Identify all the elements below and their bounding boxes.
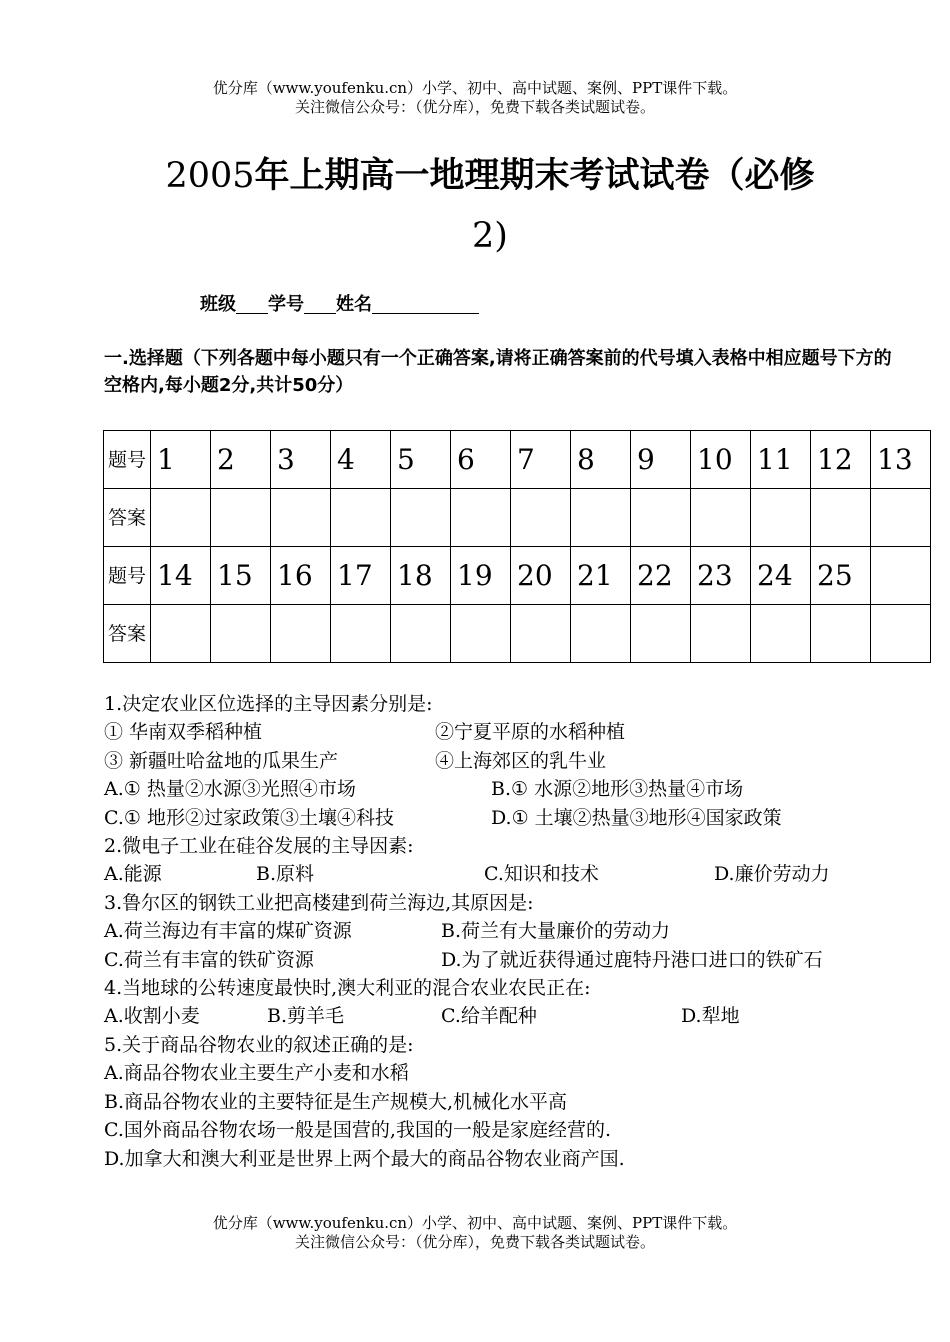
answer-cell[interactable] (571, 489, 631, 547)
question-4-options (104, 1002, 830, 1030)
question-1-items-row-2 (104, 747, 830, 775)
question-number-cell: 13 (871, 431, 931, 489)
question-number-cell: 2 (211, 431, 271, 489)
title-text: 年上期高一地理期末考试试卷（必修 (254, 155, 815, 196)
answer-cell[interactable] (451, 489, 511, 547)
question-number-cell: 10 (691, 431, 751, 489)
question-1-stem: 1.决定农业区位选择的主导因素分别是: (104, 693, 433, 715)
question-2-stem: 2.微电子工业在硅谷发展的主导因素: (104, 835, 414, 858)
header-line-1: 优分库（www.youfenku.cn）小学、初中、高中试题、案例、PPT课件下载。 (212, 79, 738, 97)
question-number-cell: 21 (571, 547, 631, 605)
answer-cell[interactable] (691, 605, 751, 663)
question-3-options-row-1 (104, 917, 830, 945)
q1-item-4: ④上海郊区的乳牛业 (435, 749, 607, 772)
answer-cell[interactable] (331, 489, 391, 547)
answer-cell[interactable] (391, 489, 451, 547)
answer-row-2 (104, 605, 931, 663)
question-number-cell: 15 (211, 547, 271, 605)
answer-cell[interactable] (511, 489, 571, 547)
answer-cell[interactable] (631, 605, 691, 663)
answer-cell[interactable] (331, 605, 391, 663)
answer-cell[interactable] (751, 605, 811, 663)
answer-cell[interactable] (811, 489, 871, 547)
row-label-question: 题号 (104, 431, 151, 489)
q1-option-d: D.① 土壤②热量③地形④国家政策 (491, 806, 782, 829)
page-title (100, 146, 880, 266)
student-id-label: 学号 (268, 294, 304, 315)
question-number-row-1 (104, 431, 931, 489)
title-year: 2005 (165, 156, 255, 196)
q1-item-1: ① 华南双季稻种植 (104, 721, 263, 744)
q1-item-2: ②宁夏平原的水稻种植 (435, 721, 626, 744)
q2-option-d: D.廉价劳动力 (714, 863, 830, 886)
question-number-cell: 8 (571, 431, 631, 489)
question-number-cell: 22 (631, 547, 691, 605)
question-number-cell: 6 (451, 431, 511, 489)
student-id-field[interactable] (304, 293, 336, 314)
question-list (104, 690, 830, 1173)
q3-option-d: D.为了就近获得通过鹿特丹港口进口的铁矿石 (441, 948, 823, 971)
answer-cell[interactable] (211, 605, 271, 663)
question-number-cell: 12 (811, 431, 871, 489)
answer-cell[interactable] (751, 489, 811, 547)
row-label-answer: 答案 (104, 489, 151, 547)
question-number-row-2 (104, 547, 931, 605)
question-number-cell: 9 (631, 431, 691, 489)
question-number-cell (871, 547, 931, 605)
q2-option-a: A.能源 (104, 863, 162, 886)
answer-cell[interactable] (271, 605, 331, 663)
q5-option-a: A.商品谷物农业主要生产小麦和水稻 (104, 1062, 409, 1085)
q4-option-a: A.收割小麦 (104, 1005, 200, 1028)
q2-option-c: C.知识和技术 (484, 863, 599, 886)
answer-cell[interactable] (151, 605, 211, 663)
q3-option-b: B.荷兰有大量廉价的劳动力 (441, 920, 671, 943)
question-5-stem: 5.关于商品谷物农业的叙述正确的是: (104, 1033, 414, 1056)
q4-option-c: C.给羊配种 (441, 1005, 537, 1028)
answer-cell[interactable] (391, 605, 451, 663)
question-number-cell: 23 (691, 547, 751, 605)
class-label: 班级 (200, 294, 236, 315)
q5-option-b: B.商品谷物农业的主要特征是生产规模大,机械化水平高 (104, 1090, 568, 1113)
footer-line-1: 优分库（www.youfenku.cn）小学、初中、高中试题、案例、PPT课件下载。 (212, 1214, 738, 1232)
answer-cell[interactable] (211, 489, 271, 547)
question-number-cell: 7 (511, 431, 571, 489)
class-field[interactable] (236, 293, 268, 314)
title-line-2: 2) (472, 216, 508, 256)
row-label-question: 题号 (104, 547, 151, 605)
answer-cell[interactable] (871, 489, 931, 547)
q2-option-b: B.原料 (256, 863, 315, 886)
section-heading: 一.选择题（下列各题中每小题只有一个正确答案,请将正确答案前的代号填入表格中相应题号下方的空格内,每小题2分,共计50分） (104, 348, 892, 396)
answer-table (103, 430, 931, 663)
question-number-cell: 19 (451, 547, 511, 605)
question-number-cell: 4 (331, 431, 391, 489)
question-number-cell: 17 (331, 547, 391, 605)
q5-option-c: C.国外商品谷物农场一般是国营的,我国的一般是家庭经营的. (104, 1119, 611, 1142)
question-number-cell: 20 (511, 547, 571, 605)
question-number-cell: 3 (271, 431, 331, 489)
header-line-2: 关注微信公众号：（优分库），免费下载各类试题试卷。 (294, 98, 655, 116)
question-3-options-row-2 (104, 946, 830, 974)
q1-option-a: A.① 热量②水源③光照④市场 (104, 778, 356, 801)
answer-cell[interactable] (511, 605, 571, 663)
answer-cell[interactable] (691, 489, 751, 547)
row-label-answer: 答案 (104, 605, 151, 663)
answer-cell[interactable] (571, 605, 631, 663)
footer-line-2: 关注微信公众号：（优分库），免费下载各类试题试卷。 (294, 1233, 655, 1251)
question-number-cell: 25 (811, 547, 871, 605)
question-number-cell: 18 (391, 547, 451, 605)
q5-option-d: D.加拿大和澳大利亚是世界上两个最大的商品谷物农业商产国. (104, 1147, 625, 1170)
question-number-cell: 11 (751, 431, 811, 489)
answer-cell[interactable] (631, 489, 691, 547)
answer-cell[interactable] (451, 605, 511, 663)
question-4-stem: 4.当地球的公转速度最快时,澳大利亚的混合农业农民正在: (104, 977, 591, 1000)
answer-cell[interactable] (271, 489, 331, 547)
answer-cell[interactable] (871, 605, 931, 663)
question-number-cell: 1 (151, 431, 211, 489)
q4-option-d: D.犁地 (681, 1005, 740, 1028)
student-info (200, 290, 479, 316)
question-number-cell: 16 (271, 547, 331, 605)
question-1-options-row-1 (104, 775, 830, 803)
answer-cell[interactable] (151, 489, 211, 547)
q1-item-3: ③ 新疆吐哈盆地的瓜果生产 (104, 749, 339, 772)
name-label: 姓名 (336, 294, 372, 315)
question-1-options-row-2 (104, 804, 830, 832)
q3-option-a: A.荷兰海边有丰富的煤矿资源 (104, 920, 352, 943)
question-1-items-row-1 (104, 718, 830, 746)
question-3-stem: 3.鲁尔区的钢铁工业把高楼建到荷兰海边,其原因是: (104, 891, 534, 914)
name-field[interactable] (372, 293, 479, 314)
question-number-cell: 24 (751, 547, 811, 605)
question-number-cell: 14 (151, 547, 211, 605)
answer-row-1 (104, 489, 931, 547)
answer-cell[interactable] (811, 605, 871, 663)
q1-option-c: C.① 地形②过家政策③土壤④科技 (104, 806, 394, 829)
q1-option-b: B.① 水源②地形③热量④市场 (491, 778, 744, 801)
q3-option-c: C.荷兰有丰富的铁矿资源 (104, 948, 314, 971)
question-2-options (104, 860, 830, 888)
question-number-cell: 5 (391, 431, 451, 489)
q4-option-b: B.剪羊毛 (267, 1005, 345, 1028)
